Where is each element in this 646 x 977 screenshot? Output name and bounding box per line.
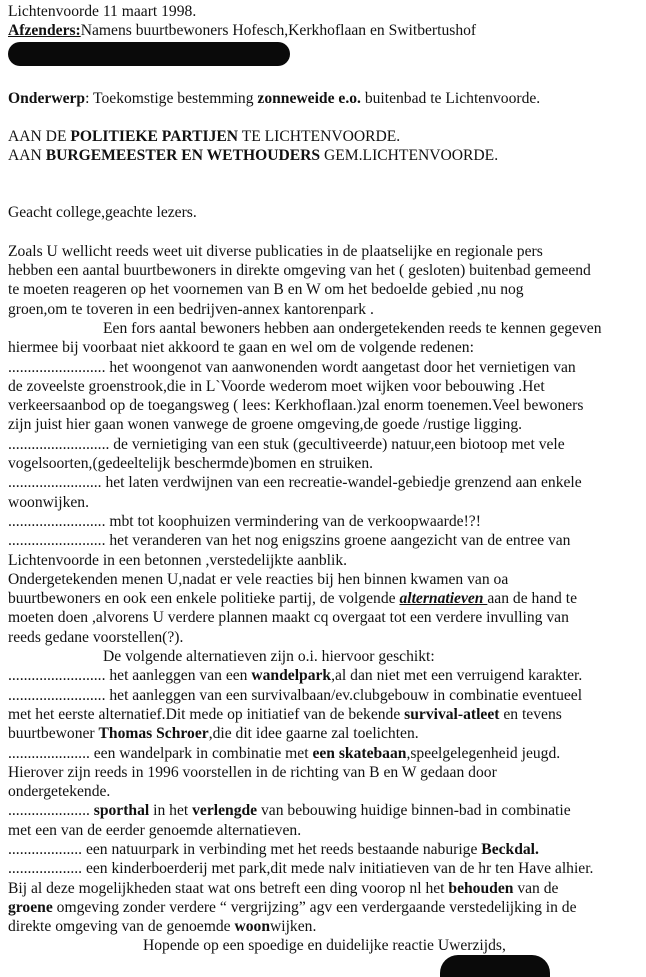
body-line: groene omgeving zonder verdere “ vergrijzing” agv een verdergaande verstedelijking in de [8,898,577,916]
subject-line: Onderwerp: Toekomstige bestemming zonneweide e.o. buitenbad te Lichtenvoorde. [8,89,541,107]
addressee-mayor: AAN BURGEMEESTER EN WETHOUDERS GEM.LICHTENVOORDE. [8,147,499,165]
body-line: zijn juist hier gaan wonen vanwege de groene omgeving,de goede /rustige ligging. [8,416,523,434]
alternative-2: ......................... het aanleggen van een survivalbaan/ev.clubgebouw in combinatie eventueel [8,686,583,704]
body-line: moeten doen ,alvorens U verdere plannen maakt cq overgaat tot een verdere invulling van [8,609,569,627]
salutation: Geacht college,geachte lezers. [8,204,197,222]
body-line: buurtbewoners en ook een enkele politieke partij, de volgende alternatieven aan de hand te [8,590,577,608]
body-line: woonwijken. [8,493,89,511]
body-line: direkte omgeving van de genoemde woonwijken. [8,918,317,936]
body-line: verkeersaanbod op de toegangsweg ( lees: Kerkhoflaan.)zal enorm toenemen.Veel bewoners [8,397,584,415]
body-line: te moeten reageren op het voornemen van B en W om het bedoelde gebied ,nu nog [8,281,524,299]
body-line: vogelsoorten,(gedeeltelijk beschermde)bomen en struiken. [8,455,374,473]
alternative-3: ..................... een wandelpark in combinatie met een skatebaan,speelgelegenheid jeugd. [8,744,561,762]
body-line: buurtbewoner Thomas Schroer,die dit idee gaarne zal toelichten. [8,725,419,743]
alternative-4: ..................... sporthal in het verlengde van bebouwing huidige binnen-bad in combinatie [8,802,571,820]
alternative-6: ................... een kinderboerderij met park,dit mede nalv initiatieven van de hr ten Have alhier. [8,860,594,878]
body-line: ondergetekende. [8,783,111,801]
body-line: de zoveelste groenstrook,die in L`Voorde wederom moet wijken voor bebouwing .Het [8,377,545,395]
alternative-5: ................... een natuurpark in verbinding met het reeds bestaande naburige Beckdal. [8,840,539,858]
body-line: Ondergetekenden menen U,nadat er vele reacties bij hen binnen kwamen van oa [8,570,509,588]
body-line: Lichtenvoorde in een betonnen ,verstedelijkte aanblik. [8,551,348,569]
alternatives-emphasis: alternatieven [399,590,488,608]
reason-4: ......................... mbt tot koophuizen vermindering van de verkoopwaarde!?! [8,512,481,530]
body-line: met het eerste alternatief.Dit mede op initiatief van de bekende survival-atleet en tevens [8,705,562,723]
reason-5: ......................... het veranderen van het nog enigszins groene aangezicht van de entree van [8,532,571,550]
redacted-signature [440,955,550,977]
body-line: Een fors aantal bewoners hebben aan ondergetekenden reeds te kennen gegeven [103,319,602,337]
senders-value: Namens buurtbewoners Hofesch,Kerkhoflaan en Switbertushof [80,22,477,40]
addressee-parties: AAN DE POLITIEKE PARTIJEN TE LICHTENVOORDE. [8,127,401,145]
body-line: Zoals U wellicht reeds weet uit diverse publicaties in de plaatselijke en regionale pers [8,242,543,260]
subject-bold: zonneweide e.o. [257,89,361,107]
body-line: reeds gedane voorstellen(?). [8,628,184,646]
alternatives-intro: De volgende alternatieven zijn o.i. hiervoor geschikt: [103,648,435,666]
reason-2: .......................... de vernietiging van een stuk (gecultiveerde) natuur,een biotoop met vele [8,435,565,453]
body-line: groen,om te toveren in een bedrijven-annex kantorenpark . [8,300,374,318]
alternative-1: ......................... het aanleggen van een wandelpark,al dan niet met een verruigend karakter. [8,667,583,685]
reason-3: ........................ het laten verdwijnen van een recreatie-wandel-gebiedje grenzend aan enkele [8,474,582,492]
subject-label: Onderwerp [8,89,86,107]
body-line: hiermee bij voorbaat niet akkoord te gaan en wel om de volgende redenen: [8,339,474,357]
closing-line: Hopende op een spoedige en duidelijke reactie Uwerzijds, [143,937,506,955]
senders-label: Afzenders: [8,22,81,40]
reason-1: ......................... het woongenot van aanwonenden wordt aangetast door het vernietigen van [8,358,576,376]
body-line: met een van de eerder genoemde alternatieven. [8,821,302,839]
senders-line [8,21,640,40]
place-date: Lichtenvoorde 11 maart 1998. [8,3,197,20]
body-line: Hierover zijn reeds in 1996 voorstellen in de richting van B en W gedaan door [8,763,497,781]
body-line: hebben een aantal buurtbewoners in direkte omgeving van het ( gesloten) buitenbad gemeend [8,262,591,280]
conclusion: Bij al deze mogelijkheden staat wat ons betreft een ding voorop nl het behouden van de [8,879,559,897]
letter [8,2,640,956]
